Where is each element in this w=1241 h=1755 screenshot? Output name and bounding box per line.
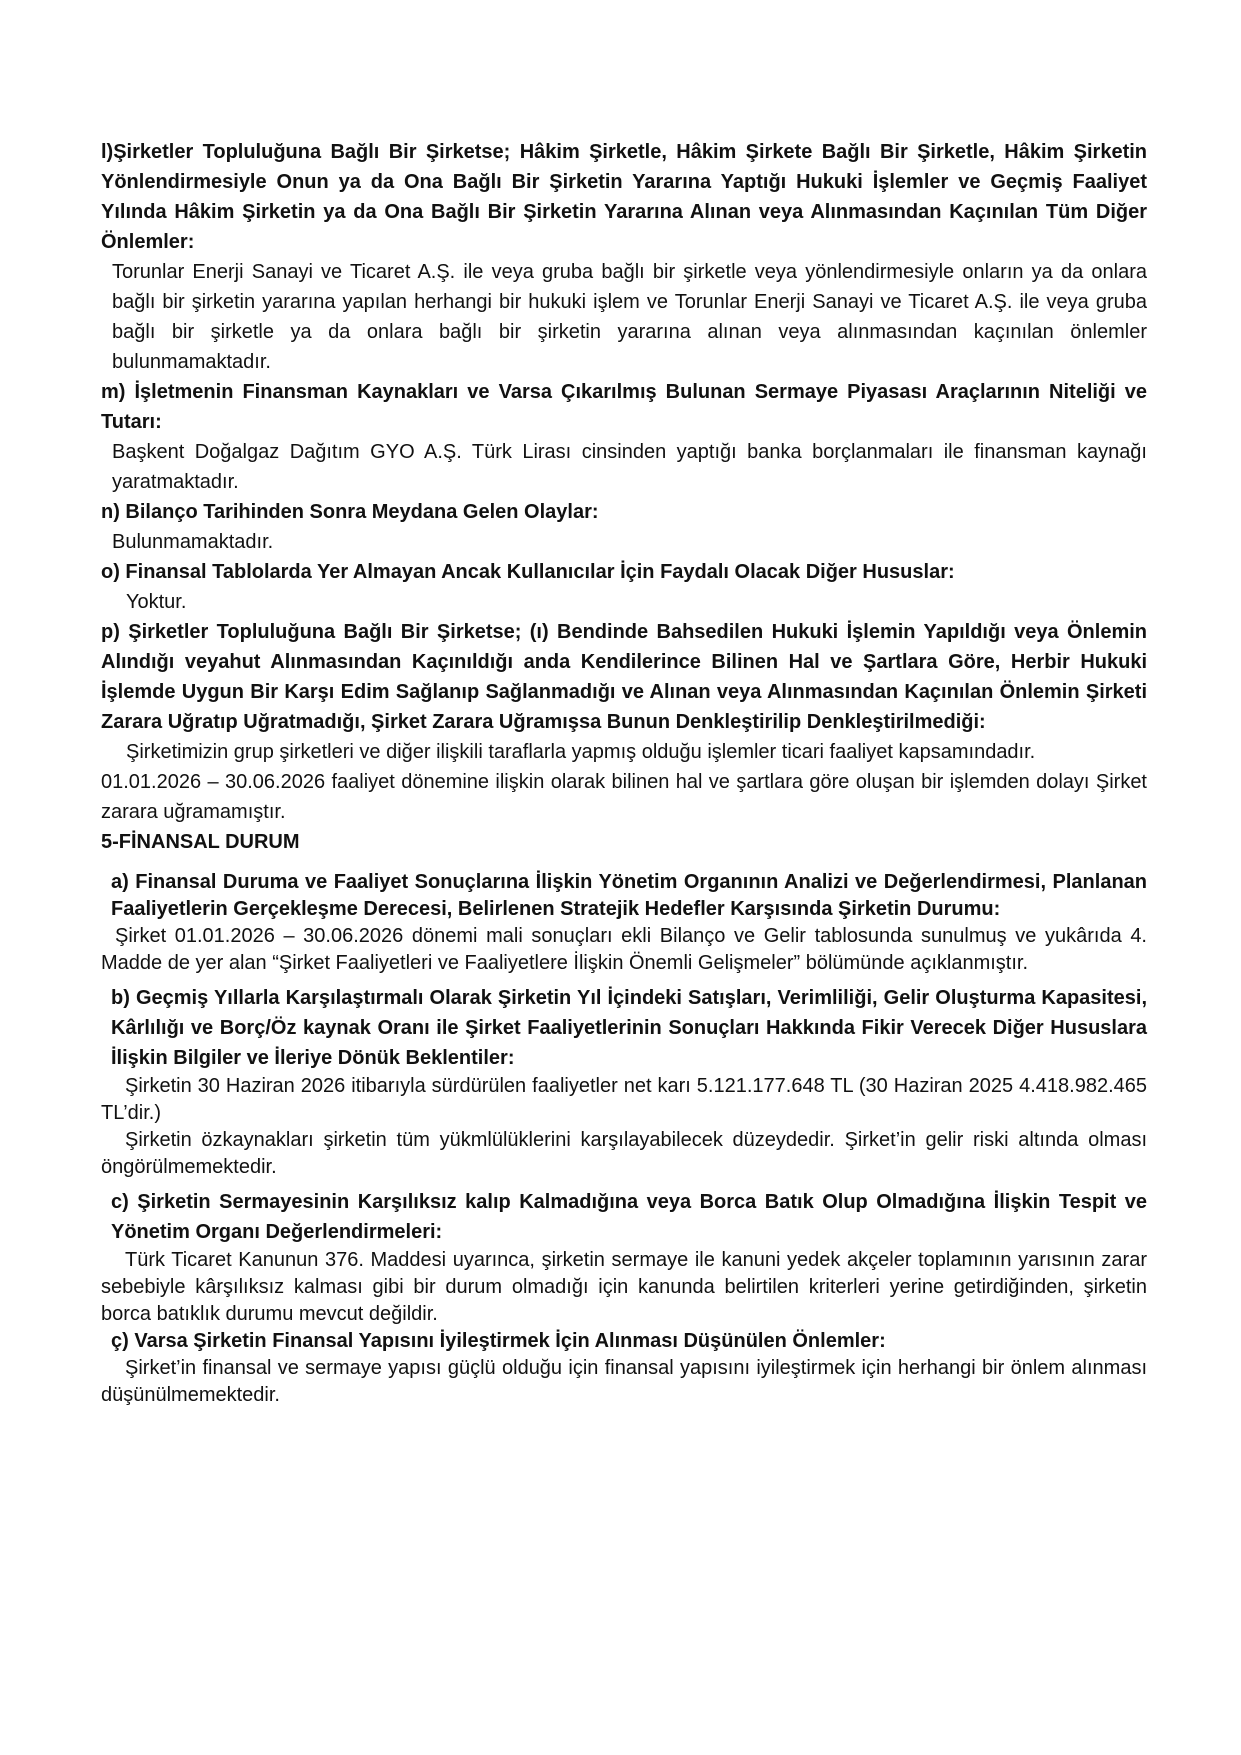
section-b-body-1: Şirketin 30 Haziran 2026 itibarıyla sürdürülen faaliyetler net karı 5.121.177.648 TL (30 Haziran 2025 4.418.982.465 TL’dir.) <box>101 1075 1147 1124</box>
financial-status-title: 5-FİNANSAL DURUM <box>101 831 300 853</box>
section-o-body: Yoktur. <box>126 591 187 613</box>
section-l-heading: l)Şirketler Topluluğuna Bağlı Bir Şirketse; Hâkim Şirketle, Hâkim Şirkete Bağlı Bir Şirketle, Hâkim Şirketin Yönlendirmesiyle Onun ya da Ona Bağlı Bir Şirketin Yararına Yaptığı Hukuki İşlemler ve Geçmiş Faaliyet Yılında Hâkim Şirketin ya da Ona Bağlı Bir Şirketin Yararına Alınan veya Alınmasından Kaçınılan Tüm Diğer Önlemler: <box>101 141 1147 253</box>
section-a-body: Şirket 01.01.2026 – 30.06.2026 dönemi mali sonuçları ekli Bilanço ve Gelir tablosunda sunulmuş ve yukârıda 4. Madde de yer alan “Şirket Faaliyetleri ve Faaliyetlere İlişkin Önemli Gelişmeler” bölümünde açıklanmıştır. <box>101 925 1147 974</box>
section-l-body: Torunlar Enerji Sanayi ve Ticaret A.Ş. ile veya gruba bağlı bir şirketle veya yönlendirmesiyle onların ya da onlara bağlı bir şirketin yararına yapılan herhangi bir hukuki işlem ve Torunlar Enerji Sanayi ve Ticaret A.Ş. ile veya gruba bağlı bir şirketle ya da onlara bağlı bir şirketin yararına alınan veya alınmasından kaçınılan önlemler bulunmamaktadır. <box>112 261 1147 373</box>
section-b-heading: b) Geçmiş Yıllarla Karşılaştırmalı Olarak Şirketin Yıl İçindeki Satışları, Verimliliği, Gelir Oluşturma Kapasitesi, Kârlılığı ve Borç/Öz kaynak Oranı ile Şirket Faaliyetlerinin Sonuçları Hakkında Fikir Verecek Diğer Hususlara İlişkin Bilgiler ve İleriye Dönük Beklentiler: <box>111 987 1147 1069</box>
section-cc-heading: ç) Varsa Şirketin Finansal Yapısını İyileştirmek İçin Alınması Düşünülen Önlemler: <box>111 1330 886 1352</box>
section-a-heading: a) Finansal Duruma ve Faaliyet Sonuçlarına İlişkin Yönetim Organının Analizi ve Değerlendirmesi, Planlanan Faaliyetlerin Gerçekleşme Derecesi, Belirlenen Stratejik Hedefler Karşısında Şirketin Durumu: <box>111 871 1147 920</box>
section-p-body-1: Şirketimizin grup şirketleri ve diğer ilişkili taraflarla yapmış olduğu işlemler ticari faaliyet kapsamındadır. <box>126 741 1036 763</box>
section-cc-body: Şirket’in finansal ve sermaye yapısı güçlü olduğu için finansal yapısını iyileştirmek için herhangi bir önlem alınması düşünülmemektedir. <box>101 1357 1147 1406</box>
section-m-body: Başkent Doğalgaz Dağıtım GYO A.Ş. Türk Lirası cinsinden yaptığı banka borçlanmaları ile finansman kaynağı yaratmaktadır. <box>112 441 1147 493</box>
section-c-heading: c) Şirketin Sermayesinin Karşılıksız kalıp Kalmadığına veya Borca Batık Olup Olmadığına İlişkin Tespit ve Yönetim Organı Değerlendirmeleri: <box>111 1191 1147 1243</box>
section-p-heading: p) Şirketler Topluluğuna Bağlı Bir Şirketse; (ı) Bendinde Bahsedilen Hukuki İşlemin Yapıldığı veya Önlemin Alındığı veyahut Alınmasından Kaçınıldığı anda Kendilerince Bilinen Hal ve Şartlara Göre, Herbir Hukuki İşlemde Uygun Bir Karşı Edim Sağlanıp Sağlanmadığı ve Alınan veya Alınmasından Kaçınılan Önlemin Şirketi Zarara Uğratıp Uğratmadığı, Şirket Zarara Uğramışsa Bunun Denkleştirilip Denkleştirilmediği: <box>101 621 1147 733</box>
section-c-body: Türk Ticaret Kanunun 376. Maddesi uyarınca, şirketin sermaye ile kanuni yedek akçeler toplamının yarısının zarar sebebiyle kârşılıksız kalması gibi bir durum olmadığı için kanunda belirtilen kriterleri yerine getirdiğinden, şirketin borca batıklık durumu mevcut değildir. <box>101 1249 1147 1325</box>
section-n-heading: n) Bilanço Tarihinden Sonra Meydana Gelen Olaylar: <box>101 501 599 523</box>
document-content <box>101 137 1147 1409</box>
section-b-body-2: Şirketin özkaynakları şirketin tüm yükmlülüklerini karşılayabilecek düzeydedir. Şirket’in gelir riski altında olması öngörülmemektedir. <box>101 1129 1147 1178</box>
section-m-heading: m) İşletmenin Finansman Kaynakları ve Varsa Çıkarılmış Bulunan Sermaye Piyasası Araçlarının Niteliği ve Tutarı: <box>101 381 1147 433</box>
section-n-body: Bulunmamaktadır. <box>112 531 274 553</box>
section-p-body-2: 01.01.2026 – 30.06.2026 faaliyet dönemine ilişkin olarak bilinen hal ve şartlara göre oluşan bir işlemden dolayı Şirket zarara uğramamıştır. <box>101 771 1147 823</box>
section-o-heading: o) Finansal Tablolarda Yer Almayan Ancak Kullanıcılar İçin Faydalı Olacak Diğer Hususlar: <box>101 561 955 583</box>
